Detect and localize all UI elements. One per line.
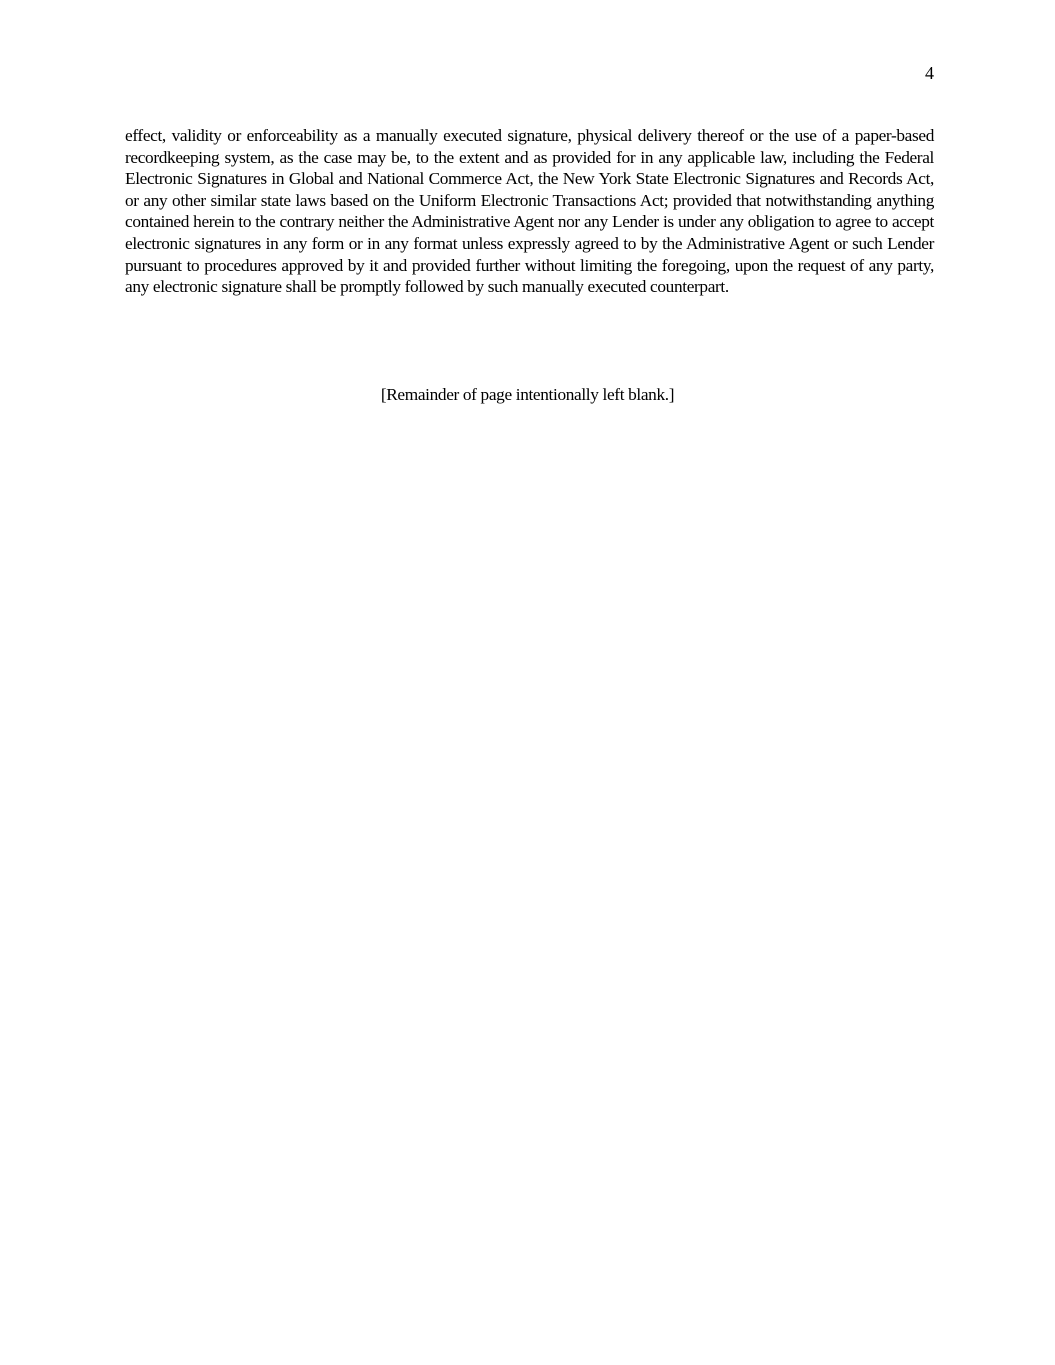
body-paragraph: effect, validity or enforceability as a manually executed signature, physical delivery thereof or the use of a paper-based recordkeeping system, as the case may be, to the extent and as provided for in any applicable law, including the Federal Electronic Signatures in Global and National Commerce Act, the New York State Electronic Signatures and Records Act, or any other similar state laws based on the Uniform Electronic Transactions Act; provided that notwithstanding anything contained herein to the contrary neither the Administrative Agent nor any Lender is under any obligation to agree to accept electronic signatures in any form or in any format unless expressly agreed to by the Administrative Agent or such Lender pursuant to procedures approved by it and provided further without limiting the foregoing, upon the request of any party, any electronic signature shall be promptly followed by such manually executed counterpart. [125,126,934,297]
remainder-note: [Remainder of page intentionally left blank.] [380,385,675,404]
page-number: 4 [925,63,934,83]
